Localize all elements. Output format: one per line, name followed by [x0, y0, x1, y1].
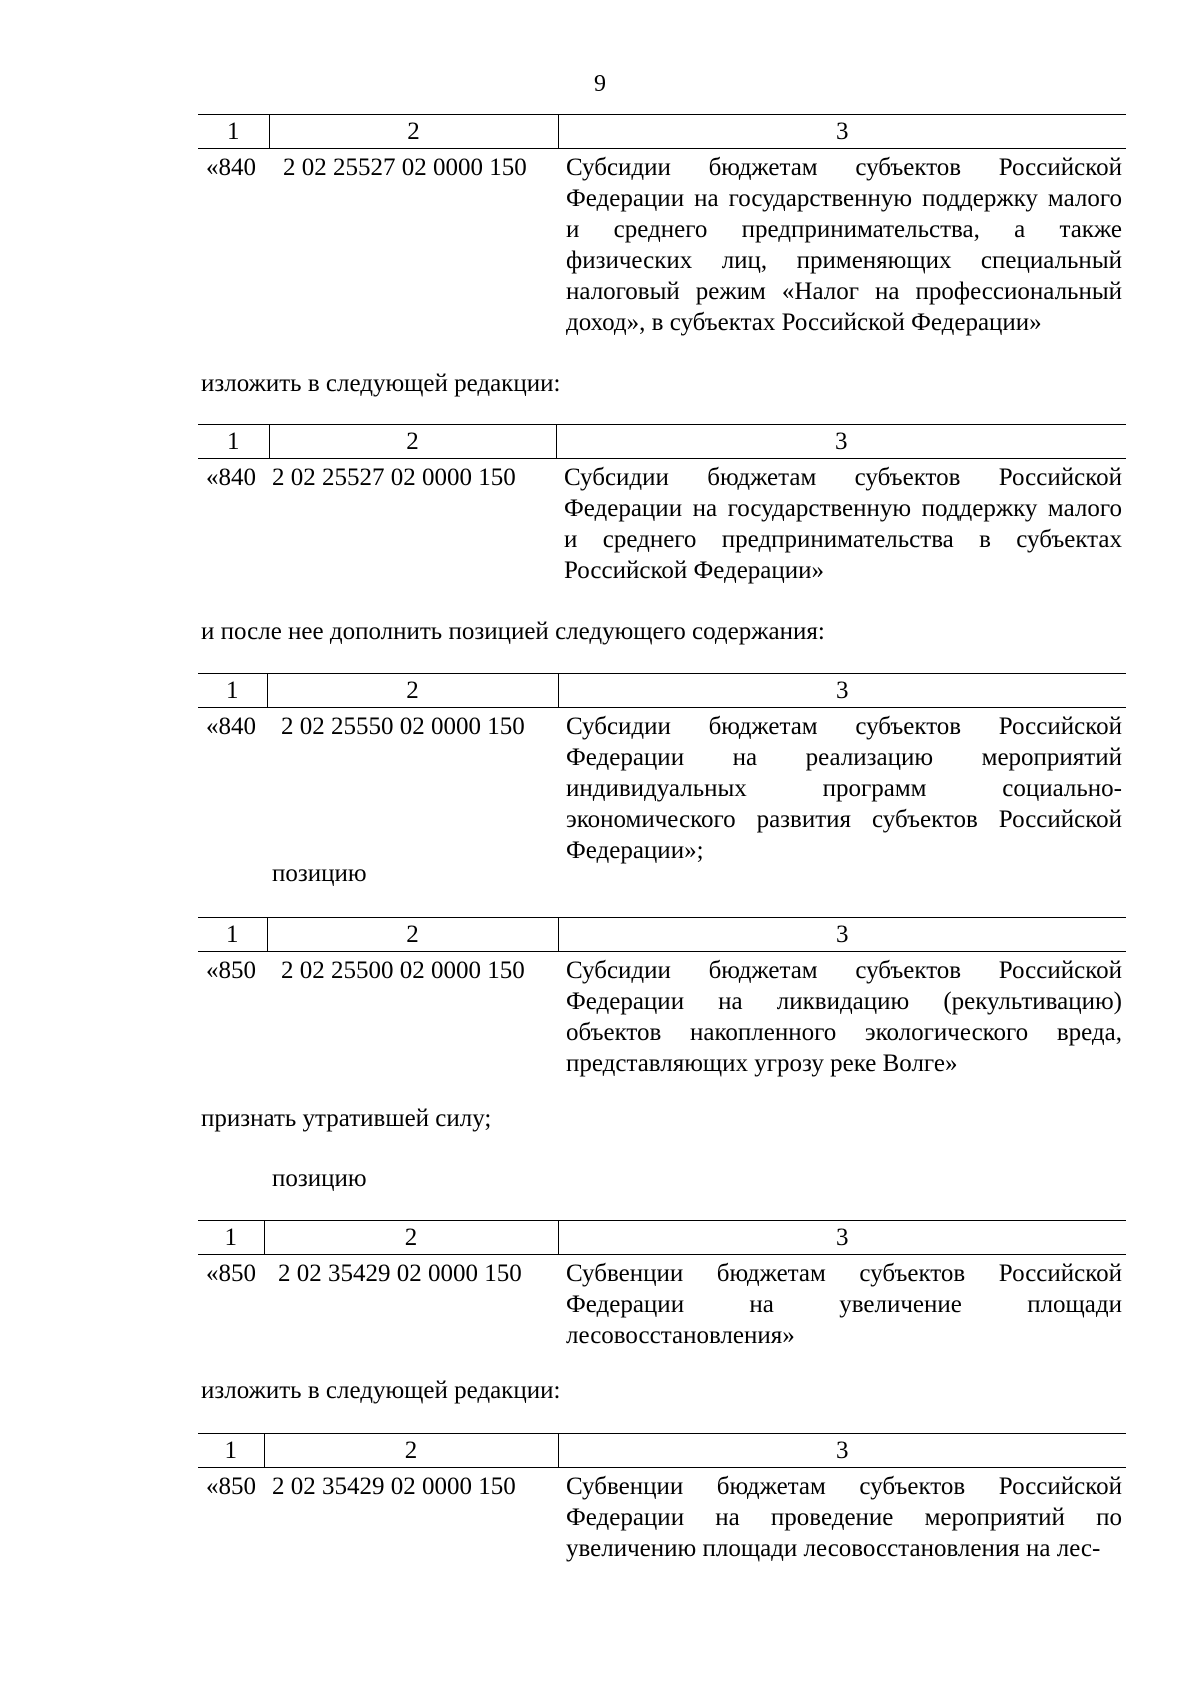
column-header-3: 3 [558, 1221, 1126, 1255]
kbk-code: 2 02 25500 02 0000 150 [281, 957, 525, 984]
table-row [198, 708, 1126, 867]
position-table [198, 1220, 1126, 1351]
income-description: Субсидии бюджетам субъектов Российской Федерации на ликвидацию (рекультивацию) объектов накопленного экологического вреда, представляющих угрозу реке Волге» [566, 957, 1122, 1077]
position-table [198, 673, 1126, 866]
kbk-code: 2 02 25527 02 0000 150 [272, 464, 516, 491]
admin-code: «840 [206, 154, 256, 181]
instruction-text: позицию [272, 860, 367, 887]
position-table-6 [198, 1433, 1126, 1564]
column-header-2: 2 [269, 115, 558, 149]
column-header-1: 1 [198, 115, 269, 149]
column-header-2: 2 [267, 674, 558, 708]
table-header-row [198, 1434, 1126, 1468]
table-row [198, 1468, 1126, 1565]
position-table [198, 114, 1126, 338]
table-row [198, 459, 1126, 587]
position-table [198, 424, 1126, 586]
column-header-2: 2 [269, 425, 556, 459]
table-header-row [198, 425, 1126, 459]
instruction-text: позицию [272, 1165, 367, 1192]
instruction-text: признать утратившей силу; [201, 1105, 492, 1132]
position-table-2 [198, 424, 1126, 586]
instruction-text: изложить в следующей редакции: [201, 370, 561, 397]
column-header-1: 1 [198, 425, 269, 459]
column-header-2: 2 [264, 1221, 558, 1255]
kbk-code: 2 02 35429 02 0000 150 [272, 1473, 516, 1500]
position-table [198, 917, 1126, 1079]
income-description: Субвенции бюджетам субъектов Российской Федерации на проведение мероприятий по увеличению площади лесовосстановления на лес- [566, 1473, 1122, 1562]
position-table-3 [198, 673, 1126, 866]
column-header-3: 3 [558, 115, 1126, 149]
column-header-3: 3 [558, 918, 1126, 952]
admin-code: «840 [206, 464, 256, 491]
admin-code: «850 [206, 1260, 256, 1287]
column-header-2: 2 [267, 918, 558, 952]
admin-code: «840 [206, 713, 256, 740]
kbk-code: 2 02 25550 02 0000 150 [281, 713, 525, 740]
column-header-3: 3 [556, 425, 1126, 459]
column-header-3: 3 [558, 1434, 1126, 1468]
income-description: Субсидии бюджетам субъектов Российской Федерации на государственную поддержку малого и среднего предпринимательства в субъектах Российской Федерации» [564, 464, 1122, 584]
column-header-3: 3 [558, 674, 1126, 708]
income-description: Субсидии бюджетам субъектов Российской Федерации на государственную поддержку малого и среднего предпринимательства, а также физических лиц, применяющих специальный налоговый режим «Налог на профессиональный доход», в субъектах Российской Федерации» [566, 154, 1122, 336]
column-header-1: 1 [198, 1434, 264, 1468]
table-header-row [198, 115, 1126, 149]
position-table-5 [198, 1220, 1126, 1351]
column-header-1: 1 [198, 918, 267, 952]
page-number: 9 [594, 71, 606, 97]
column-header-1: 1 [198, 674, 267, 708]
column-header-1: 1 [198, 1221, 264, 1255]
instruction-text: и после нее дополнить позицией следующего содержания: [201, 618, 825, 645]
admin-code: «850 [206, 1473, 256, 1500]
table-header-row [198, 674, 1126, 708]
instruction-text: изложить в следующей редакции: [201, 1377, 561, 1404]
income-description: Субсидии бюджетам субъектов Российской Федерации на реализацию мероприятий индивидуальных программ социально-экономического развития субъектов Российской Федерации»; [566, 713, 1122, 864]
table-row [198, 952, 1126, 1080]
kbk-code: 2 02 25527 02 0000 150 [283, 154, 527, 181]
table-row [198, 149, 1126, 339]
table-row [198, 1255, 1126, 1352]
kbk-code: 2 02 35429 02 0000 150 [278, 1260, 522, 1287]
column-header-2: 2 [264, 1434, 558, 1468]
income-description: Субвенции бюджетам субъектов Российской Федерации на увеличение площади лесовосстановления» [566, 1260, 1122, 1349]
position-table-4 [198, 917, 1126, 1079]
admin-code: «850 [206, 957, 256, 984]
position-table-1 [198, 114, 1126, 338]
table-header-row [198, 1221, 1126, 1255]
table-header-row [198, 918, 1126, 952]
position-table [198, 1433, 1126, 1564]
